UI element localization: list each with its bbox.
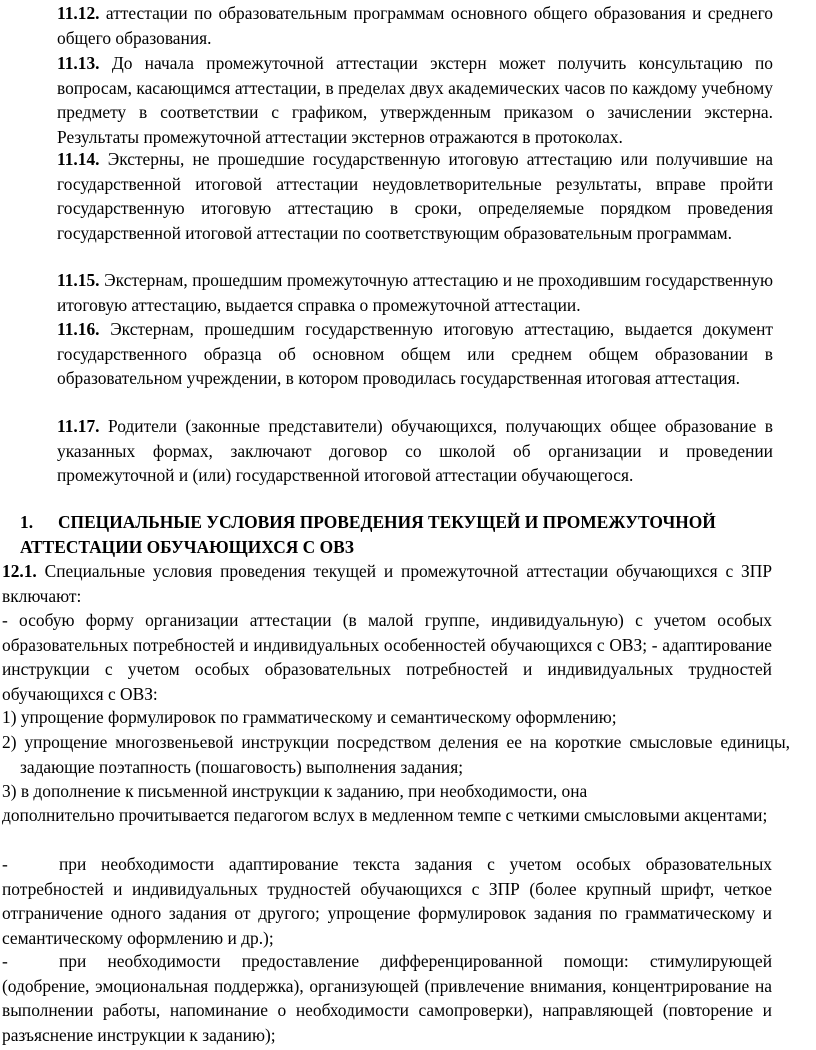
clause-11-17 bbox=[57, 414, 773, 488]
clause-11-14 bbox=[57, 147, 773, 245]
clause-number: 11.12. bbox=[57, 3, 100, 23]
clause-number: 11.13. bbox=[57, 53, 100, 73]
dash-text: при необходимости предоставление дифференцированной помощи: стимулирующей (одобрение, эмоциональная поддержка), организующей (привлечение внимания, концентрирование на выполнении работы, напоминание о необходимости самопроверки), направляющей (повторение и разъяснение инструкции к заданию); bbox=[2, 951, 772, 1045]
section-heading-line-2 bbox=[20, 535, 780, 560]
list-text: упрощение многозвеньевой инструкции посредством деления ее на короткие смысловые единицы, задающие поэтапность (пошаговость) выполнения задания; bbox=[20, 732, 790, 777]
list-marker: 1) bbox=[2, 707, 17, 727]
clause-text: Экстернам, прошедшим государственную итоговую аттестацию, выдается документ государственного образца об основном общем или среднем общем образовании в образовательном учреждении, в котором проводилась государственная итоговая аттестация. bbox=[57, 319, 773, 388]
paragraph-12-1 bbox=[2, 559, 772, 608]
clause-11-12 bbox=[57, 1, 773, 50]
dash-item-1 bbox=[2, 852, 772, 950]
section-heading-line-1 bbox=[20, 510, 780, 535]
section-title-1: СПЕЦИАЛЬНЫЕ УСЛОВИЯ ПРОВЕДЕНИЯ ТЕКУЩЕЙ И ПРОМЕЖУТОЧНОЙ bbox=[58, 512, 716, 532]
clause-text: До начала промежуточной аттестации экстерн может получить консультацию по вопросам, касающимся аттестации, в пределах двух академических часов по каждому учебному предмету в соответствии с графиком, утвержденным приказом о зачислении экстерна. Результаты промежуточной аттестации экстернов отражаются в протоколах. bbox=[57, 53, 773, 147]
dash-marker: - bbox=[2, 951, 8, 971]
dash-text: при необходимости адаптирование текста задания с учетом особых образовательных потребностей и индивидуальных трудностей обучающихся с ЗПР (более крупный шрифт, четкое отграничение одного задания от другого; упрощение формулировок задания по грамматическому и семантическому оформлению и др.); bbox=[2, 854, 772, 948]
clause-number: 11.15. bbox=[57, 270, 100, 290]
list-item-2 bbox=[2, 730, 790, 779]
clause-11-16 bbox=[57, 317, 773, 391]
dash-item-2 bbox=[2, 949, 772, 1047]
section-number: 1. bbox=[20, 512, 34, 532]
clause-text: Экстернам, прошедшим промежуточную аттестацию и не проходившим государственную итоговую аттестацию, выдается справка о промежуточной аттестации. bbox=[57, 270, 773, 315]
list-item-1 bbox=[2, 705, 790, 730]
clause-11-13 bbox=[57, 51, 773, 149]
clause-11-15 bbox=[57, 268, 773, 317]
section-title-2: АТТЕСТАЦИИ ОБУЧАЮЩИХСЯ С ОВЗ bbox=[20, 536, 354, 557]
continuation-paragraph: дополнительно прочитывается педагогом вслух в медленном темпе с четкими смысловыми акцентами; bbox=[2, 805, 768, 825]
list-item-3 bbox=[2, 779, 790, 804]
list-marker: 2) bbox=[2, 732, 17, 752]
clause-number: 11.16. bbox=[57, 319, 100, 339]
clause-text: Родители (законные представители) обучающихся, получающих общее образование в указанных формах, заключают договор со школой об организации и проведении промежуточной и (или) государственной итоговой аттестации обучающегося. bbox=[57, 416, 773, 485]
dash-marker: - bbox=[2, 854, 8, 874]
paragraph-number: 12.1. bbox=[2, 561, 37, 581]
section-heading bbox=[20, 510, 780, 559]
list-marker: 3) bbox=[2, 781, 17, 801]
clause-number: 11.17. bbox=[57, 416, 100, 436]
dash-paragraph: - особую форму организации аттестации (в малой группе, индивидуальную) с учетом особых образовательных потребностей и индивидуальных особенностей обучающихся с ОВЗ; - адаптирование инструкции с учетом особых образовательных потребностей и индивидуальных трудностей обучающихся с ОВЗ: bbox=[2, 610, 772, 704]
list-text: в дополнение к письменной инструкции к заданию, при необходимости, она bbox=[20, 781, 588, 801]
clause-number: 11.14. bbox=[57, 149, 100, 169]
clause-text: Экстерны, не прошедшие государственную итоговую аттестацию или получившие на государственной итоговой аттестации неудовлетворительные результаты, вправе пройти государственную итоговую аттестацию в сроки, определяемые порядком проведения государственной итоговой аттестации по соответствующим образовательным программам. bbox=[57, 149, 773, 243]
paragraph-text: Специальные условия проведения текущей и промежуточной аттестации обучающихся с ЗПР включают: bbox=[2, 561, 772, 606]
list-text: упрощение формулировок по грамматическому и семантическому оформлению; bbox=[20, 707, 617, 727]
clause-text: аттестации по образовательным программам основного общего образования и среднего общего образования. bbox=[57, 3, 773, 48]
